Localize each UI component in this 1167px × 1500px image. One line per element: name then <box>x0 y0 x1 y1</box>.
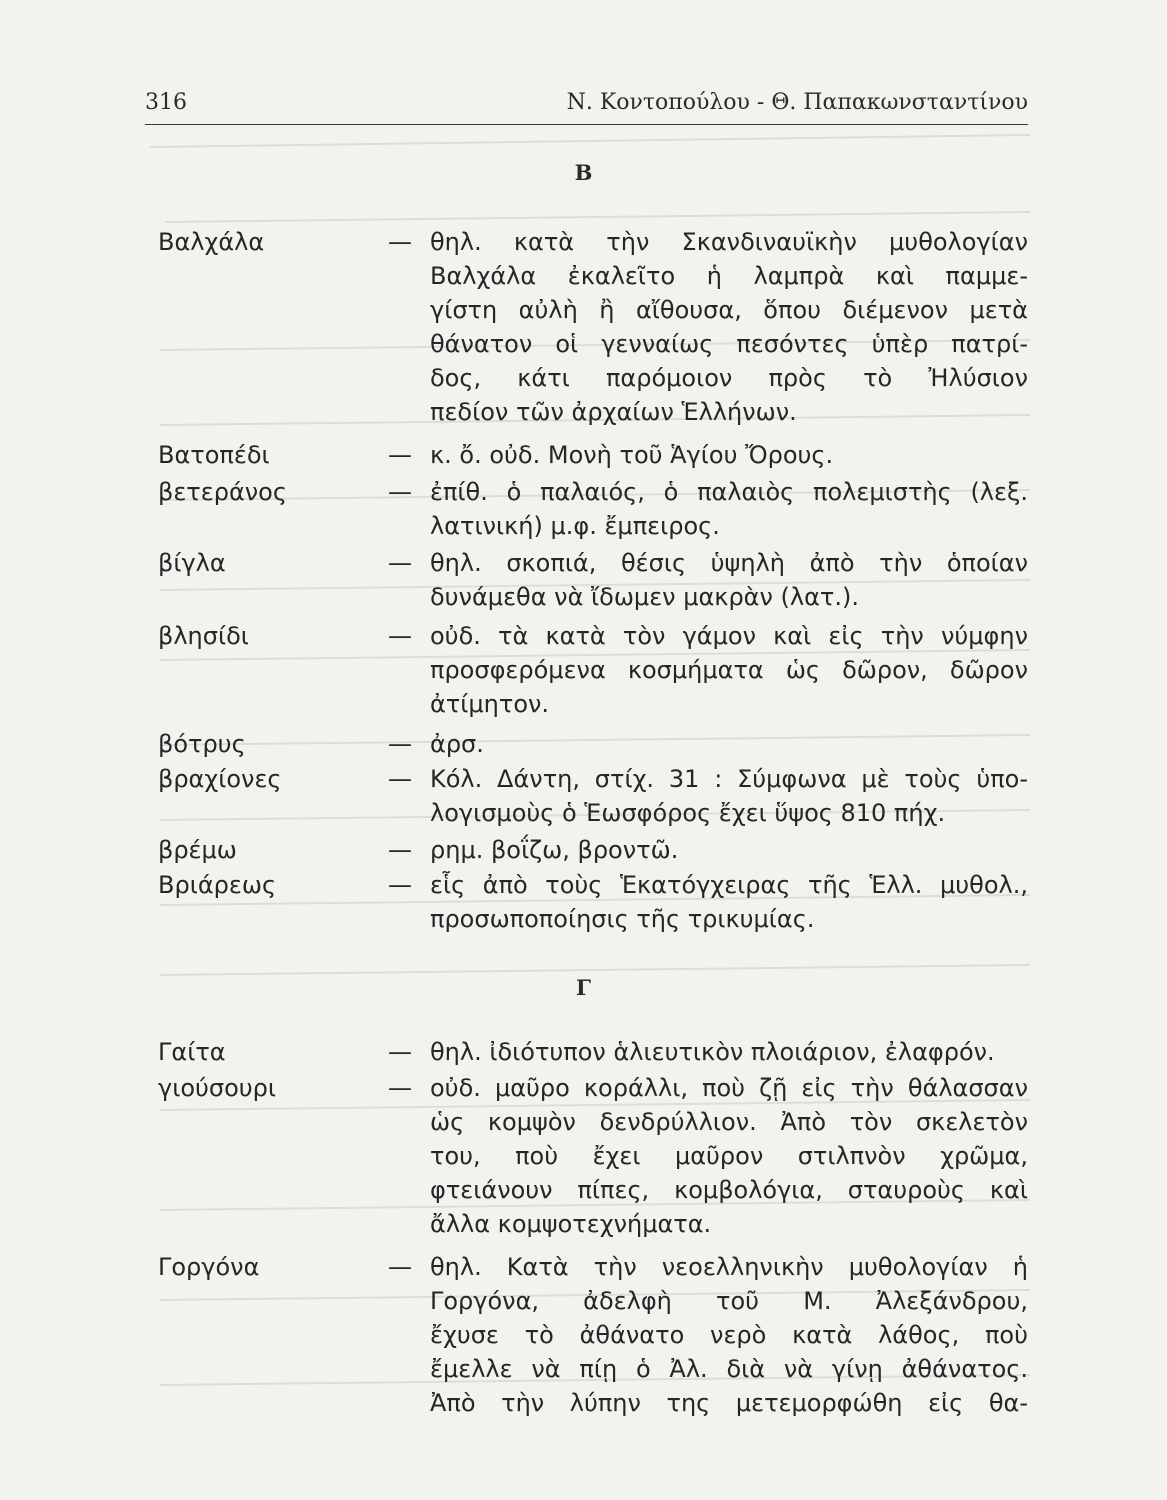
entry-definition <box>430 762 1028 830</box>
entry-definition <box>430 1035 1028 1069</box>
definition-line: Ἀπὸ τὴν λύπην της μετεμορφώθη εἰς θα- <box>430 1389 1028 1417</box>
header-rule <box>145 124 1028 125</box>
definition-line: ὡς κομψὸν δενδρύλλιον. Ἀπὸ τὸν σκελετὸν <box>430 1108 1028 1136</box>
entry-dash: — <box>388 871 412 899</box>
definition-line: ἄλλα κομψοτεχνήματα. <box>430 1210 712 1238</box>
definition-line: γίστη αὐλὴ ἢ αἴθουσα, ὅπου διέμενον μετὰ <box>430 296 1028 324</box>
entry-definition <box>430 727 1028 761</box>
definition-line: θηλ. Κατὰ τὴν νεοελληνικὴν μυθολογίαν ἡ <box>430 1253 1028 1281</box>
entry-term: βίγλα <box>158 549 226 577</box>
entry-term: βλησίδι <box>158 622 249 650</box>
definition-line: δυνάμεθα νὰ ἴδωμεν μακρὰν (λατ.). <box>430 583 859 611</box>
entry-term: Βαλχάλα <box>158 228 265 256</box>
page-number: 316 <box>145 90 187 115</box>
definition-line: του, ποὺ ἔχει μαῦρον στιλπνὸν χρῶμα, <box>430 1142 1028 1170</box>
definition-line: λογισμοὺς ὁ Ἑωσφόρος ἔχει ὕψος 810 πήχ. <box>430 799 946 827</box>
definition-line: δος, κάτι παρόμοιον πρὸς τὸ Ἠλύσιον <box>430 364 1028 392</box>
definition-line: θηλ. κατὰ τὴν Σκανδιναυϊκὴν μυθολογίαν <box>430 228 1028 256</box>
entry-term: βετεράνος <box>158 478 287 506</box>
running-head: Ν. Κοντοπούλου - Θ. Παπακωνσταντίνου <box>566 90 1028 115</box>
entry-definition <box>430 475 1028 543</box>
definition-line: θάνατον οἱ γενναίως πεσόντες ὑπὲρ πατρί- <box>430 330 1028 358</box>
entry-definition <box>430 833 1028 867</box>
page-header <box>145 88 1028 128</box>
definition-line: οὐδ. μαῦρο κοράλλι, ποὺ ζῇ εἰς τὴν θάλασσαν <box>430 1074 1028 1102</box>
definition-line: ἔχυσε τὸ ἀθάνατο νερὸ κατὰ λάθος, ποὺ <box>430 1321 1028 1349</box>
definition-line: προσωποποίησις τῆς τρικυμίας. <box>430 905 815 933</box>
entry-dash: — <box>388 549 412 577</box>
definition-line: οὐδ. τὰ κατὰ τὸν γάμον καὶ εἰς τὴν νύμφην <box>430 622 1028 650</box>
definition-line: ἀρσ. <box>430 730 484 758</box>
entry-dash: — <box>388 765 412 793</box>
entry-term: Βατοπέδι <box>158 441 270 469</box>
entry-dash: — <box>388 478 412 506</box>
entry-dash: — <box>388 622 412 650</box>
entry-dash: — <box>388 1038 412 1066</box>
definition-line: φτειάνουν πίπες, κομβολόγια, σταυροὺς καὶ <box>430 1176 1028 1204</box>
entry-term: Βριάρεως <box>158 871 277 899</box>
entry-definition <box>430 438 1028 472</box>
entry-definition <box>430 1071 1028 1241</box>
entry-dash: — <box>388 1253 412 1281</box>
definition-line: προσφερόμενα κοσμήματα ὡς δῶρον, δῶρον <box>430 656 1028 684</box>
definition-line: Γοργόνα, ἀδελφὴ τοῦ Μ. Ἀλεξάνδρου, <box>430 1287 1028 1315</box>
definition-line: ἐπίθ. ὁ παλαιός, ὁ παλαιὸς πολεμιστὴς (λεξ. <box>430 478 1028 506</box>
definition-line: κ. ὄ. οὐδ. Μονὴ τοῦ Ἁγίου Ὄρους. <box>430 441 834 469</box>
entry-term: Γοργόνα <box>158 1253 260 1281</box>
entry-dash: — <box>388 1074 412 1102</box>
section-letter-g: Γ <box>576 975 591 1000</box>
definition-line: θηλ. ἰδιότυπον ἁλιευτικὸν πλοιάριον, ἐλαφρόν. <box>430 1038 995 1066</box>
entry-term: βρέμω <box>158 836 237 864</box>
definition-line: ρημ. βοΐζω, βροντῶ. <box>430 836 679 864</box>
entry-dash: — <box>388 228 412 256</box>
entry-term: βότρυς <box>158 730 246 758</box>
definition-line: θηλ. σκοπιά, θέσις ὑψηλὴ ἀπὸ τὴν ὁποίαν <box>430 549 1028 577</box>
entry-definition <box>430 546 1028 614</box>
definition-line: ἔμελλε νὰ πίῃ ὁ Ἀλ. διὰ νὰ γίνῃ ἀθάνατος. <box>430 1355 1028 1383</box>
entry-dash: — <box>388 730 412 758</box>
entry-term: βραχίονες <box>158 765 282 793</box>
entry-definition <box>430 1250 1028 1420</box>
entry-dash: — <box>388 441 412 469</box>
entry-definition <box>430 225 1028 429</box>
entry-definition <box>430 619 1028 721</box>
definition-line: πεδίον τῶν ἀρχαίων Ἑλλήνων. <box>430 398 797 426</box>
entry-term: Γαίτα <box>158 1038 226 1066</box>
definition-line: Κόλ. Δάντη, στίχ. 31 : Σύμφωνα μὲ τοὺς ὑπο- <box>430 765 1028 793</box>
entry-dash: — <box>388 836 412 864</box>
entry-term: γιούσουρι <box>158 1074 277 1102</box>
definition-line: εἷς ἀπὸ τοὺς Ἑκατόγχειρας τῆς Ἑλλ. μυθολ., <box>430 871 1028 899</box>
definition-line: ἀτίμητον. <box>430 690 550 718</box>
entry-definition <box>430 868 1028 936</box>
definition-line: Βαλχάλα ἐκαλεῖτο ἡ λαμπρὰ καὶ παμμε- <box>430 262 1028 290</box>
section-letter-b: Β <box>574 160 593 185</box>
definition-line: λατινική) μ.φ. ἔμπειρος. <box>430 512 720 540</box>
